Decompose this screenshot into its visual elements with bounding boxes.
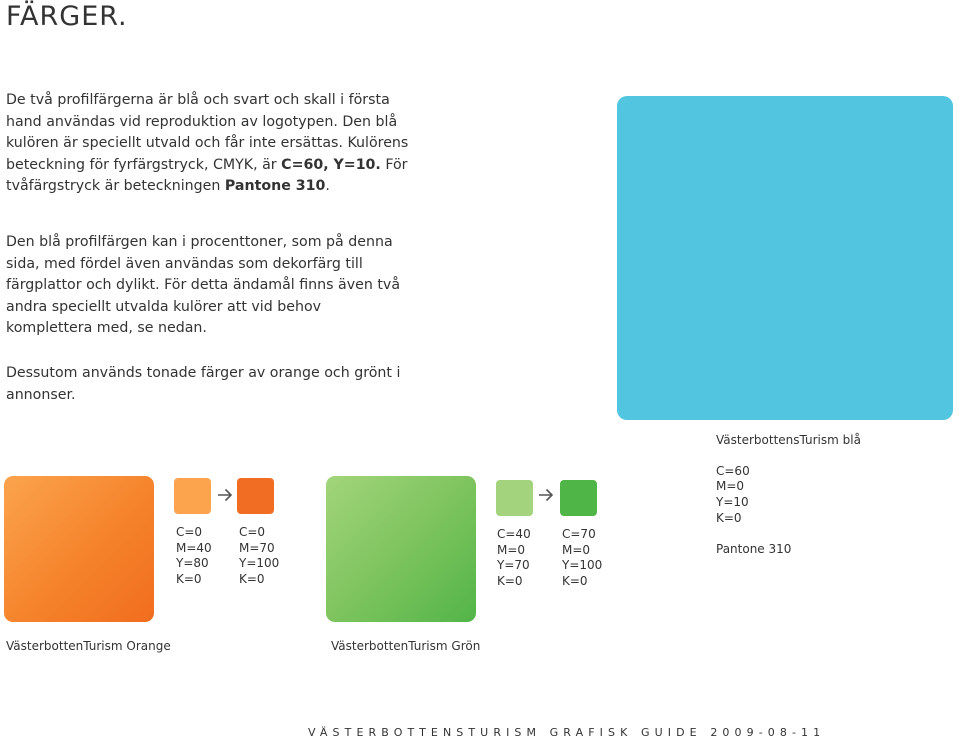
green-full-cmyk — [562, 527, 602, 590]
blue-color-swatch — [617, 96, 953, 420]
decor-paragraph — [6, 232, 411, 340]
intro-end: . — [325, 178, 330, 195]
blue-c-value: C=60 — [716, 463, 750, 478]
green-light-cmyk — [497, 527, 531, 590]
orange-full-m: M=70 — [239, 540, 275, 555]
intro-text: De två profilfärgerna är blå och svart och skall i första hand användas vid reproduktion av logotypen. Den blå kulören är speciellt utvald och får inte ersättas. Kulörens beteckning för fyrfärgstryck, CMYK, är — [6, 92, 409, 173]
orange-light-cmyk — [176, 525, 212, 588]
decor-text: Den blå profilfärgen kan i procenttoner, som på denna sida, med fördel även användas som dekorfärg till färgplattor och dylikt. För detta ändamål finns även två andra speciellt utvalda kulörer att vid behov komplettera med, se nedan. — [6, 234, 401, 337]
blue-color-name: VästerbottensTurism blå — [716, 433, 861, 447]
orange-light-y: Y=80 — [176, 556, 209, 571]
orange-full-swatch — [237, 478, 274, 514]
blue-y-value: Y=10 — [716, 495, 749, 510]
orange-full-c: C=0 — [239, 525, 266, 539]
green-light-swatch — [496, 480, 533, 516]
blue-color-info — [716, 433, 861, 557]
pantone-value: Pantone 310 — [224, 178, 326, 195]
orange-full-y: Y=100 — [239, 556, 280, 571]
green-light-c: C=40 — [497, 527, 531, 541]
ads-paragraph — [6, 363, 411, 406]
green-light-k: K=0 — [497, 574, 523, 589]
intro-mid-text: För tvåfärgstryck är beteckningen — [6, 156, 408, 195]
green-light-y: Y=70 — [497, 558, 530, 573]
green-full-k: K=0 — [562, 574, 588, 589]
page-footer: VÄSTERBOTTENSTURISM GRAFISK GUIDE 2009-08-11 — [308, 726, 826, 739]
blue-k-value: K=0 — [716, 510, 742, 525]
orange-color-name: VästerbottenTurism Orange — [6, 639, 171, 653]
orange-full-cmyk — [239, 525, 279, 588]
orange-full-k: K=0 — [239, 572, 265, 587]
cmyk-value: C=60, Y=10. — [281, 156, 381, 173]
arrow-right-icon — [217, 487, 233, 507]
orange-gradient-swatch — [4, 476, 154, 622]
orange-light-k: K=0 — [176, 572, 202, 587]
green-light-m: M=0 — [497, 542, 526, 557]
green-full-y: Y=100 — [562, 558, 603, 573]
green-full-swatch — [560, 480, 597, 516]
arrow-right-icon — [538, 487, 554, 507]
blue-pantone-value: Pantone 310 — [716, 541, 792, 556]
green-gradient-swatch — [326, 476, 476, 622]
blue-m-value: M=0 — [716, 479, 745, 494]
green-full-c: C=70 — [562, 527, 596, 541]
page-title: FÄRGER. — [6, 1, 128, 32]
orange-light-m: M=40 — [176, 540, 212, 555]
green-full-m: M=0 — [562, 542, 591, 557]
orange-light-c: C=0 — [176, 525, 203, 539]
ads-text: Dessutom används tonade färger av orange och grönt i annonser. — [6, 365, 401, 403]
green-color-name: VästerbottenTurism Grön — [331, 639, 481, 653]
orange-light-swatch — [174, 478, 211, 514]
intro-paragraph — [6, 90, 411, 198]
